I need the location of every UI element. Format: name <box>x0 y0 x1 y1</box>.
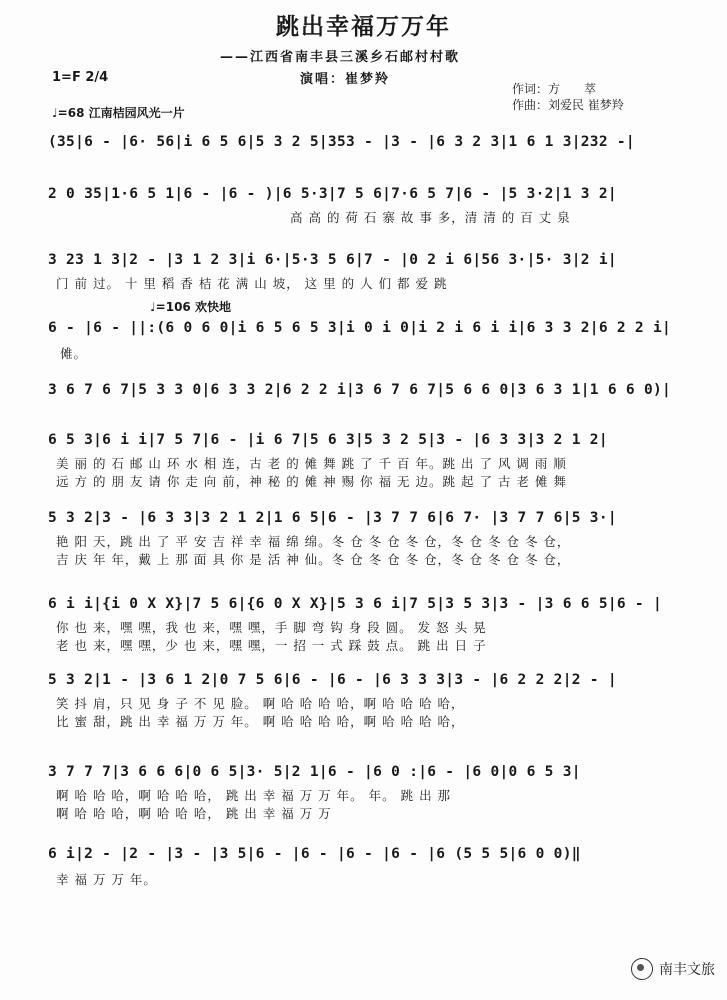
watermark <box>631 958 715 980</box>
lyric-line: 高 高 的 荷 石 寨 故 事 多，清 清 的 百 丈 泉 <box>290 210 571 225</box>
lyric-line: 傩。 <box>60 346 88 361</box>
lyric-line: 吉 庆 年 年，戴 上 那 面 具 你 是 活 神 仙。冬 仓 冬 仓 冬 仓，冬 仓 冬 仓 冬 仓， <box>56 552 571 567</box>
score-row-notes: 6 i|2 - |2 - |3 - |3 5|6 - |6 - |6 - |6 - |6 (5 5 5|6 0 0)‖ <box>48 846 581 862</box>
lyric-line: 艳 阳 天，跳 出 了 平 安 吉 祥 幸 福 绵 绵。冬 仓 冬 仓 冬 仓，冬 仓 冬 仓 冬 仓， <box>56 534 571 549</box>
tempo-mark-2: ♩=106 欢快地 <box>150 300 231 314</box>
score-row-notes: 5 3 2|3 - |6 3 3|3 2 1 2|1 6 5|6 - |3 7 7 6|6 7· |3 7 7 6|5 3·| <box>48 510 617 526</box>
lyric-line: 远 方 的 朋 友 请 你 走 向 前，神 秘 的 傩 神 赐 你 福 无 边。跳 起 了 古 老 傩 舞 <box>56 474 567 489</box>
lyric-line: 啊 哈 哈 哈，啊 哈 哈 哈， 跳 出 幸 福 万 万 年。 年。 跳 出 那 <box>56 788 452 803</box>
score-row-notes: 6 - |6 - ||:(6 0 6 0|i 6 5 6 5 3|i 0 i 0|i 2 i 6 i i|6 3 3 2|6 2 2 i| <box>48 320 672 336</box>
lyric-line: 你 也 来，嘿 嘿，我 也 来，嘿 嘿，手 脚 弯 钩 身 段 圆。 发 怒 头 晃 <box>56 620 487 635</box>
wechat-icon <box>631 958 653 980</box>
score-row-notes: 3 23 1 3|2 - |3 1 2 3|i 6·|5·3 5 6|7 - |0 2 i 6|56 3·|5· 3|2 i| <box>48 252 617 268</box>
score-row-notes: 5 3 2|1 - |3 6 1 2|0 7 5 6|6 - |6 - |6 3 3 3|3 - |6 2 2 2|2 - | <box>48 672 617 688</box>
song-subtitle: ——江西省南丰县三溪乡石邮村村歌 <box>220 50 461 65</box>
lyric-line: 老 也 来，嘿 嘿，少 也 来，嘿 嘿，一 招 一 式 踩 鼓 点。 跳 出 日 子 <box>56 638 487 653</box>
lyric-line: 美 丽 的 石 邮 山 环 水 相 连，古 老 的 傩 舞 跳 了 千 百 年。跳 出 了 风 调 雨 顺 <box>56 456 567 471</box>
score-row-notes: 3 6 7 6 7|5 3 3 0|6 3 3 2|6 2 2 i|3 6 7 6 7|5 6 6 0|3 6 3 1|1 6 6 0)| <box>48 382 672 398</box>
key-signature: 1=F 2/4 <box>52 70 109 85</box>
lyric-line: 比 蜜 甜，跳 出 幸 福 万 万 年。 啊 哈 哈 哈 哈，啊 哈 哈 哈 哈， <box>56 714 465 729</box>
score-row-notes: 6 i i|{i 0 X X}|7 5 6|{6 0 X X}|5 3 6 i|7 5|3 5 3|3 - |3 6 6 5|6 - | <box>48 596 663 612</box>
watermark-text: 南丰文旅 <box>659 962 715 978</box>
score-row-notes: 3 7 7 7|3 6 6 6|0 6 5|3· 5|2 1|6 - |6 0 :|6 - |6 0|0 6 5 3| <box>48 764 581 780</box>
score-row-notes: 2 0 35|1·6 5 1|6 - |6 - )|6 5·3|7 5 6|7·6 5 7|6 - |5 3·2|1 3 2| <box>48 186 617 202</box>
lyric-line: 幸 福 万 万 年。 <box>56 872 157 887</box>
lyric-line: 笑 抖 肩，只 见 身 子 不 见 脸。 啊 哈 哈 哈 哈，啊 哈 哈 哈 哈， <box>56 696 465 711</box>
singer-credit: 演唱：崔梦羚 <box>300 72 391 87</box>
score-row-notes: (35|6 - |6· 56|i 6 5 6|5 3 2 5|353 - |3 - |6 3 2 3|1 6 1 3|232 -| <box>48 134 635 150</box>
tempo-mark: ♩=68 江南桔园风光一片 <box>52 106 185 120</box>
lyricist-credit: 作词：方 萃 <box>512 82 597 96</box>
song-title: 跳出幸福万万年 <box>276 14 451 40</box>
composer-credit: 作曲：刘爱民 崔梦羚 <box>512 98 624 112</box>
lyric-line: 啊 哈 哈 哈，啊 哈 哈 哈， 跳 出 幸 福 万 万 <box>56 806 332 821</box>
score-row-notes: 6 5 3|6 i i|7 5 7|6 - |i 6 7|5 6 3|5 3 2 5|3 - |6 3 3|3 2 1 2| <box>48 432 608 448</box>
lyric-line: 门 前 过。 十 里 稻 香 桔 花 满 山 坡， 这 里 的 人 们 都 爱 跳 <box>56 276 448 291</box>
